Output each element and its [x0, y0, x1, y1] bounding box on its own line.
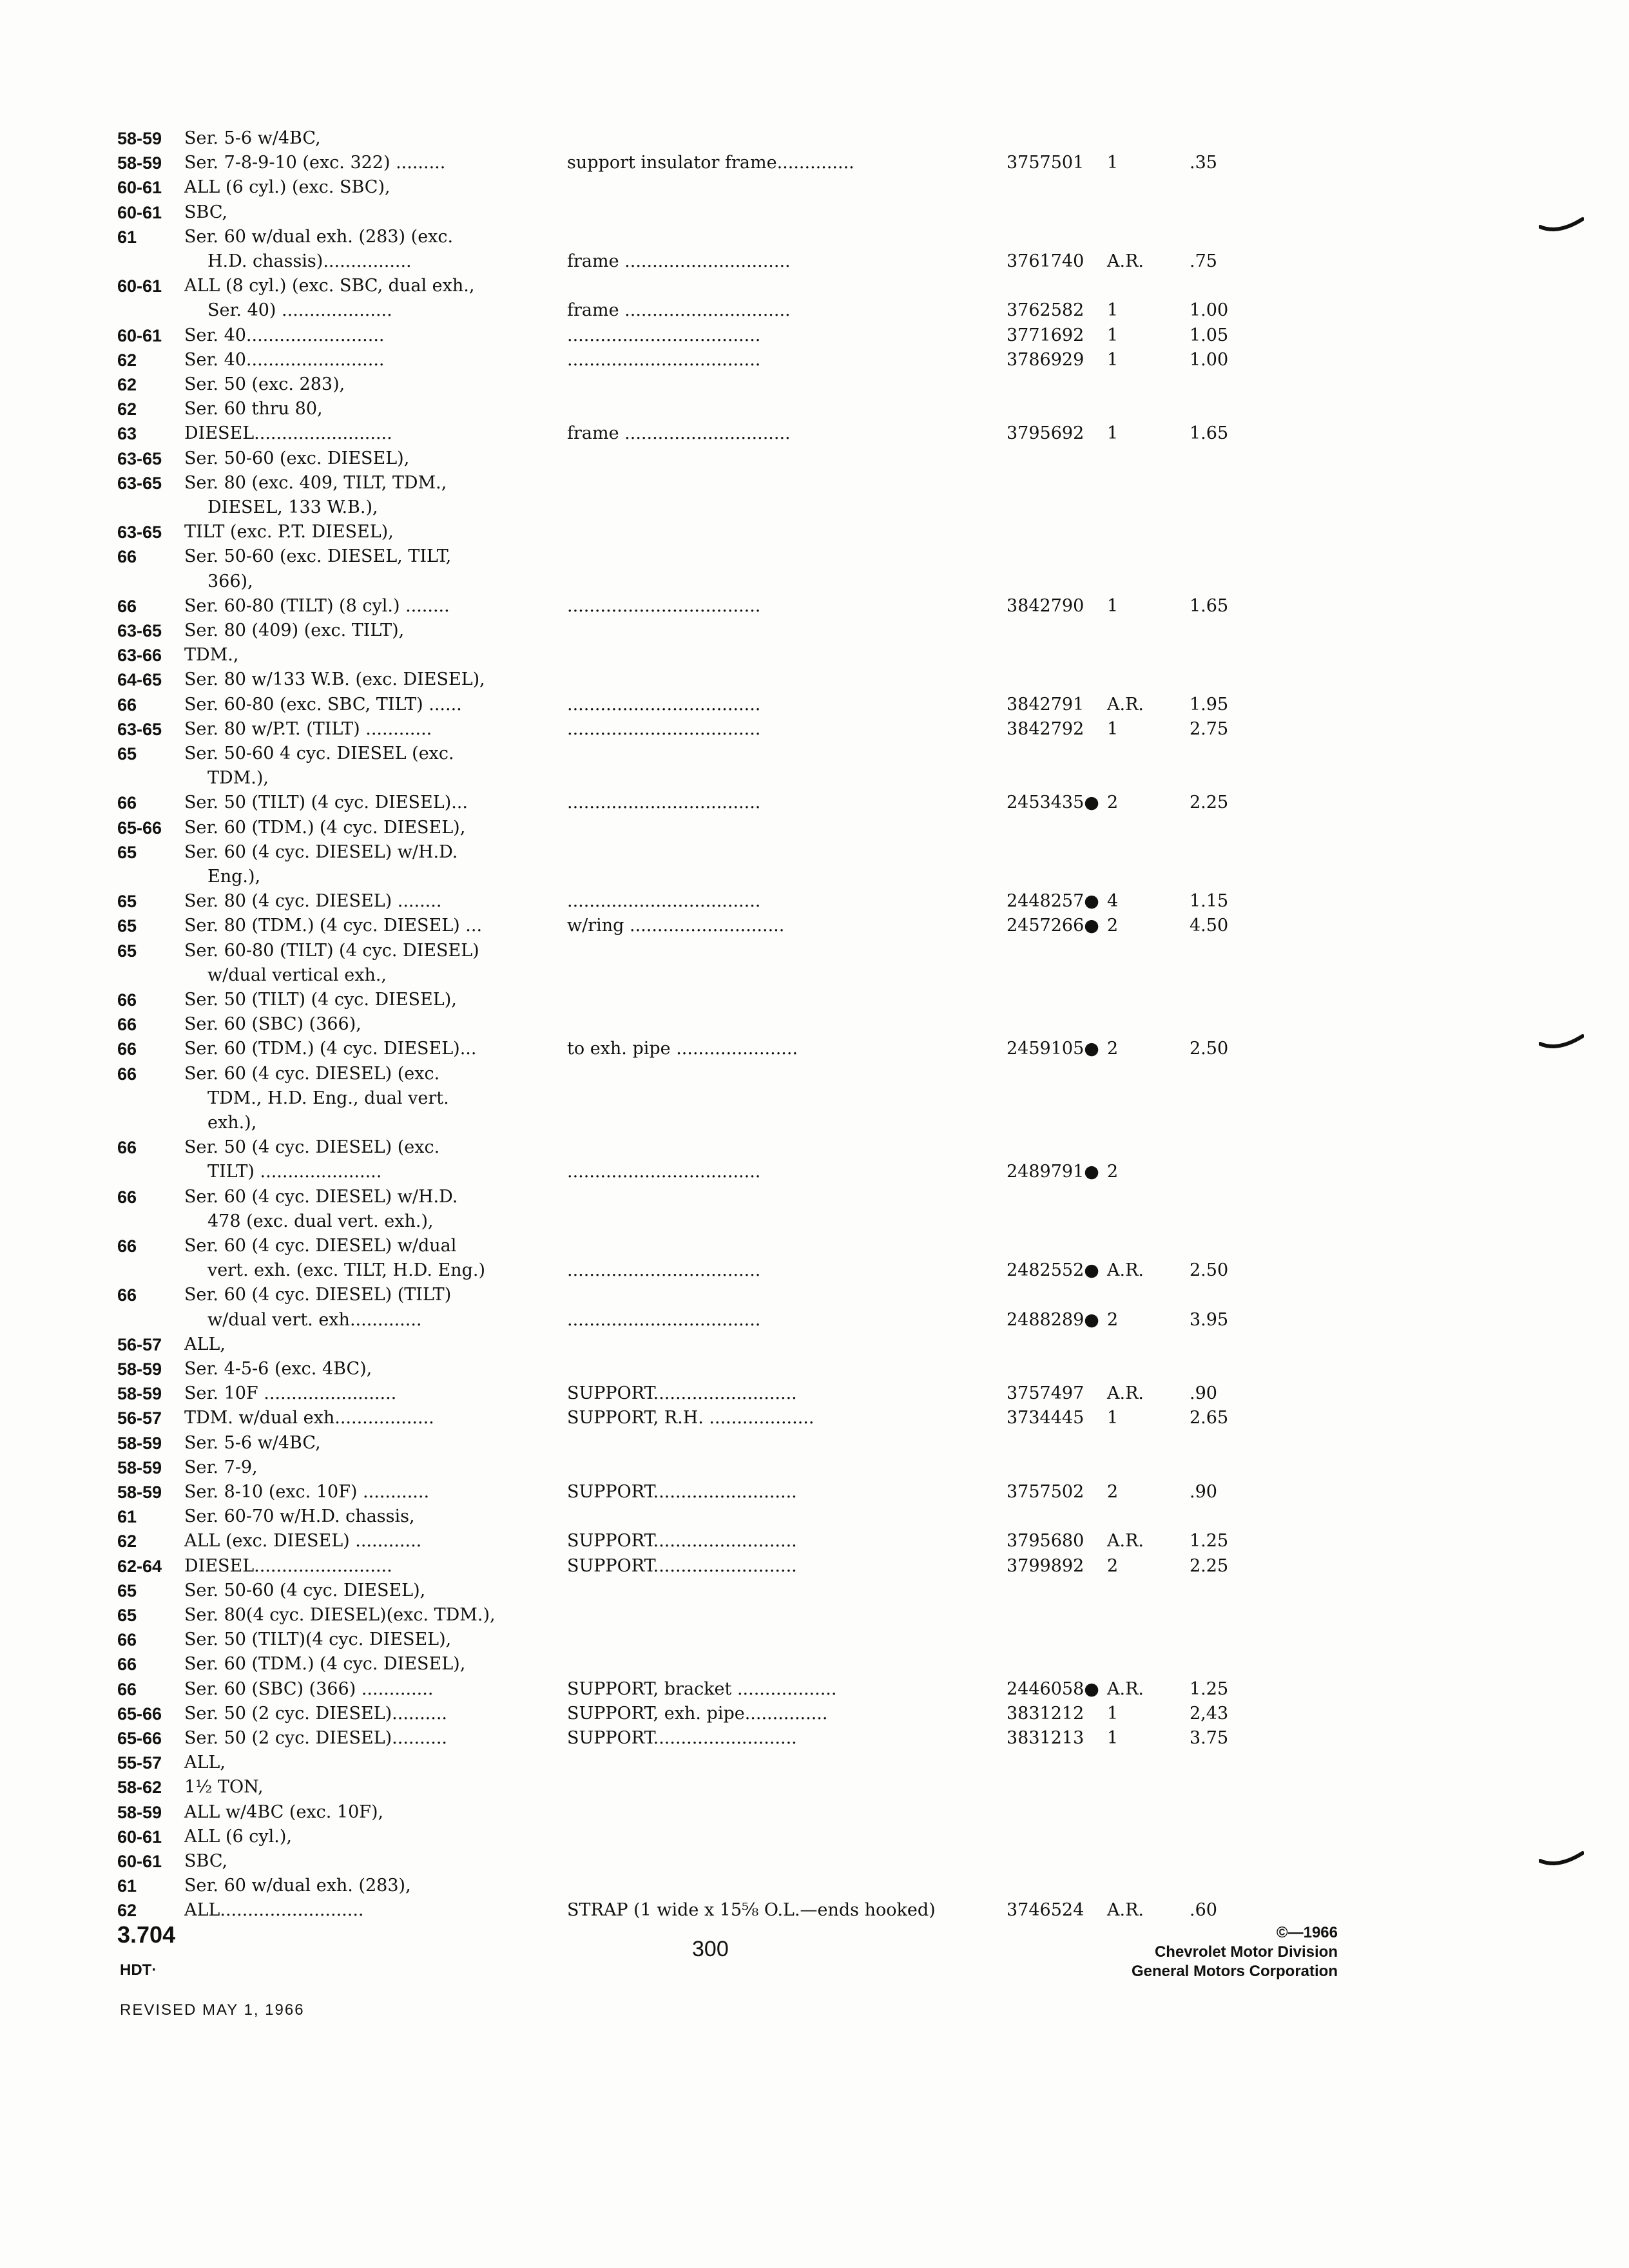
description-cell: ................................... [567, 349, 761, 370]
year-cell: 66 [117, 1138, 137, 1158]
quantity-cell: 1 [1107, 153, 1119, 173]
description-cell: to exh. pipe ...................... [567, 1039, 798, 1059]
model-cell: Ser. 40) .................... [207, 300, 392, 321]
year-cell: 66 [117, 1679, 137, 1699]
part-number-cell: 2482552● [1007, 1260, 1099, 1281]
price-cell: .60 [1190, 1900, 1217, 1921]
year-cell: 60-61 [117, 276, 162, 296]
description-cell: ................................... [567, 1309, 761, 1330]
year-cell: 65 [117, 744, 137, 764]
model-cell: Ser. 60 (4 cyc. DIESEL) w/H.D. [184, 1186, 458, 1207]
part-number-cell: 3757502 [1007, 1482, 1084, 1502]
model-cell: Ser. 40......................... [184, 349, 385, 370]
revised-date: REVISED MAY 1, 1966 [120, 2001, 305, 2019]
model-cell: Ser. 50 (exc. 283), [184, 374, 345, 394]
year-cell: 65 [117, 892, 137, 912]
description-cell: ................................... [567, 891, 761, 912]
price-cell: 2.50 [1190, 1039, 1229, 1059]
year-cell: 63-65 [117, 621, 162, 640]
year-cell: 58-59 [117, 1384, 162, 1404]
model-cell: SBC, [184, 1851, 228, 1871]
quantity-cell: 2 [1107, 916, 1119, 936]
part-number-cell: 2457266● [1007, 916, 1099, 936]
price-cell: 2.50 [1190, 1260, 1229, 1281]
page-number: 300 [692, 1937, 729, 1961]
model-cell: Ser. 80 (409) (exc. TILT), [184, 620, 405, 640]
description-cell: SUPPORT, R.H. ................... [567, 1408, 815, 1428]
part-number-cell: 3842790 [1007, 595, 1084, 616]
model-cell: Ser. 50 (TILT) (4 cyc. DIESEL), [184, 990, 457, 1010]
part-number-cell: 3795680 [1007, 1531, 1084, 1552]
model-cell: TDM., H.D. Eng., dual vert. [207, 1088, 449, 1108]
model-cell: Ser. 60 w/dual exh. (283) (exc. [184, 226, 454, 247]
copyright: ©—1966 [1276, 1924, 1338, 1941]
quantity-cell: A.R. [1107, 694, 1144, 715]
description-cell: SUPPORT.......................... [567, 1531, 797, 1552]
model-cell: Ser. 60-80 (exc. SBC, TILT) ...... [184, 694, 462, 715]
year-cell: 56-57 [117, 1408, 162, 1428]
year-cell: 65 [117, 1581, 137, 1600]
price-cell: .75 [1190, 251, 1217, 271]
quantity-cell: A.R. [1107, 1531, 1144, 1552]
part-number-cell: 3757497 [1007, 1383, 1084, 1404]
model-cell: Ser. 60 (4 cyc. DIESEL) (TILT) [184, 1285, 452, 1305]
quantity-cell: A.R. [1107, 1383, 1144, 1404]
year-cell: 58-59 [117, 1483, 162, 1502]
part-number-cell: 3795692 [1007, 423, 1084, 444]
description-cell: ................................... [567, 1162, 761, 1182]
model-cell: Ser. 60 thru 80, [184, 399, 323, 419]
part-number-cell: 2489791● [1007, 1162, 1099, 1182]
quantity-cell: 2 [1107, 1162, 1119, 1182]
price-cell: 1.65 [1190, 595, 1229, 616]
quantity-cell: 2 [1107, 1039, 1119, 1059]
model-cell: Ser. 8-10 (exc. 10F) ............ [184, 1482, 430, 1502]
quantity-cell: 1 [1107, 325, 1119, 345]
year-cell: 66 [117, 547, 137, 567]
part-number-cell: 3831213 [1007, 1728, 1084, 1748]
year-cell: 63-65 [117, 473, 162, 493]
price-cell: .90 [1190, 1482, 1217, 1502]
model-cell: DIESEL......................... [184, 1555, 392, 1576]
model-cell: Ser. 60-80 (TILT) (4 cyc. DIESEL) [184, 940, 479, 961]
model-cell: TDM. w/dual exh.................. [184, 1408, 434, 1428]
quantity-cell: 1 [1107, 423, 1119, 444]
price-cell: 1.15 [1190, 891, 1229, 912]
description-cell: SUPPORT, bracket .................. [567, 1678, 837, 1699]
year-cell: 58-59 [117, 129, 162, 148]
quantity-cell: 4 [1107, 891, 1119, 912]
quantity-cell: 1 [1107, 1728, 1119, 1748]
model-cell: vert. exh. (exc. TILT, H.D. Eng.) [207, 1260, 486, 1281]
model-cell: Ser. 4-5-6 (exc. 4BC), [184, 1359, 372, 1379]
model-cell: Ser. 60-80 (TILT) (8 cyl.) ........ [184, 595, 450, 616]
year-cell: 60-61 [117, 202, 162, 222]
quantity-cell: 1 [1107, 1408, 1119, 1428]
model-cell: Ser. 60 (TDM.) (4 cyc. DIESEL), [184, 817, 466, 838]
price-cell: 1.25 [1190, 1531, 1229, 1552]
year-cell: 65 [117, 916, 137, 936]
model-cell: Ser. 7-8-9-10 (exc. 322) ......... [184, 153, 446, 173]
model-cell: Ser. 80 (TDM.) (4 cyc. DIESEL) ... [184, 916, 483, 936]
description-cell: ................................... [567, 325, 761, 345]
model-cell: w/dual vertical exh., [207, 965, 387, 985]
model-cell: 1½ TON, [184, 1777, 264, 1798]
description-cell: w/ring ............................ [567, 916, 785, 936]
corporation-name: General Motors Corporation [1131, 1963, 1338, 1980]
model-cell: Ser. 50 (TILT)(4 cyc. DIESEL), [184, 1629, 452, 1650]
price-cell: 2,43 [1190, 1703, 1229, 1724]
year-cell: 65 [117, 941, 137, 961]
quantity-cell: 2 [1107, 1482, 1119, 1502]
quantity-cell: 1 [1107, 300, 1119, 321]
binder-hole-mark [1539, 1033, 1584, 1053]
section-number: 3.704 [117, 1921, 176, 1948]
year-cell: 62 [117, 375, 137, 394]
part-number-cell: 3757501 [1007, 153, 1084, 173]
part-number-cell: 3842791 [1007, 694, 1084, 715]
part-number-cell: 2459105● [1007, 1039, 1099, 1059]
price-cell: 1.00 [1190, 349, 1229, 370]
description-cell: SUPPORT.......................... [567, 1728, 797, 1748]
price-cell: 4.50 [1190, 916, 1229, 936]
model-cell: TDM., [184, 645, 239, 666]
model-cell: exh.), [207, 1113, 257, 1133]
model-cell: Ser. 50-60 (exc. DIESEL), [184, 448, 410, 468]
model-cell: Ser. 60 (TDM.) (4 cyc. DIESEL), [184, 1654, 466, 1675]
year-cell: 58-59 [117, 1457, 162, 1477]
price-cell: 2.25 [1190, 793, 1229, 813]
part-number-cell: 3842792 [1007, 718, 1084, 739]
quantity-cell: A.R. [1107, 1900, 1144, 1921]
year-cell: 62 [117, 1532, 137, 1552]
year-cell: 60-61 [117, 1827, 162, 1847]
year-cell: 63-65 [117, 523, 162, 543]
model-cell: Ser. 60 (SBC) (366), [184, 1014, 361, 1035]
description-cell: SUPPORT.......................... [567, 1555, 797, 1576]
binder-hole-mark [1539, 216, 1584, 236]
model-cell: Ser. 50 (4 cyc. DIESEL) (exc. [184, 1137, 440, 1158]
model-cell: Ser. 50 (2 cyc. DIESEL).......... [184, 1728, 447, 1748]
model-cell: Ser. 80 w/P.T. (TILT) ............ [184, 718, 432, 739]
model-cell: ALL.......................... [184, 1900, 364, 1921]
quantity-cell: 2 [1107, 1309, 1119, 1330]
quantity-cell: 1 [1107, 349, 1119, 370]
model-cell: Ser. 5-6 w/4BC, [184, 1432, 321, 1453]
model-cell: Ser. 40......................... [184, 325, 385, 345]
model-cell: TDM.), [207, 768, 269, 789]
description-cell: SUPPORT.......................... [567, 1383, 797, 1404]
description-cell: ................................... [567, 694, 761, 715]
part-number-cell: 2448257● [1007, 891, 1099, 912]
year-cell: 60-61 [117, 178, 162, 198]
model-cell: Ser. 60 (4 cyc. DIESEL) (exc. [184, 1063, 440, 1084]
year-cell: 60-61 [117, 325, 162, 345]
model-cell: Ser. 60 w/dual exh. (283), [184, 1876, 411, 1896]
model-cell: ALL (6 cyl.) (exc. SBC), [184, 177, 390, 198]
part-number-cell: 3799892 [1007, 1555, 1084, 1576]
model-cell: ALL (6 cyl.), [184, 1826, 292, 1847]
year-cell: 65-66 [117, 1729, 162, 1748]
quantity-cell: 1 [1107, 595, 1119, 616]
part-number-cell: 2453435● [1007, 793, 1099, 813]
part-number-cell: 3761740 [1007, 251, 1084, 271]
description-cell: support insulator frame.............. [567, 153, 854, 173]
year-cell: 65-66 [117, 1704, 162, 1724]
description-cell: SUPPORT, exh. pipe............... [567, 1703, 828, 1724]
model-cell: Ser. 10F ........................ [184, 1383, 397, 1404]
year-cell: 58-59 [117, 1433, 162, 1453]
quantity-cell: 1 [1107, 1703, 1119, 1724]
year-cell: 62-64 [117, 1556, 162, 1576]
year-cell: 61 [117, 1876, 137, 1896]
quantity-cell: A.R. [1107, 1260, 1144, 1281]
year-cell: 58-59 [117, 1802, 162, 1822]
description-cell: ................................... [567, 718, 761, 739]
quantity-cell: 2 [1107, 1555, 1119, 1576]
model-cell: DIESEL, 133 W.B.), [207, 497, 378, 517]
year-cell: 66 [117, 1285, 137, 1305]
model-cell: ALL w/4BC (exc. 10F), [184, 1802, 384, 1822]
hdt-label: HDT· [120, 1961, 157, 1979]
year-cell: 58-62 [117, 1778, 162, 1798]
part-number-cell: 3831212 [1007, 1703, 1084, 1724]
price-cell: .90 [1190, 1383, 1217, 1404]
part-number-cell: 3771692 [1007, 325, 1084, 345]
year-cell: 60-61 [117, 1852, 162, 1871]
year-cell: 66 [117, 596, 137, 616]
year-cell: 61 [117, 1507, 137, 1527]
quantity-cell: A.R. [1107, 1678, 1144, 1699]
part-number-cell: 3786929 [1007, 349, 1084, 370]
year-cell: 66 [117, 1187, 137, 1207]
year-cell: 66 [117, 1039, 137, 1059]
price-cell: 2.75 [1190, 718, 1229, 739]
price-cell: 3.75 [1190, 1728, 1229, 1748]
model-cell: Eng.), [207, 867, 261, 887]
price-cell: 2.65 [1190, 1408, 1229, 1428]
price-cell: 2.25 [1190, 1555, 1229, 1576]
year-cell: 62 [117, 1901, 137, 1921]
year-cell: 62 [117, 399, 137, 419]
description-cell: ................................... [567, 793, 761, 813]
model-cell: ALL, [184, 1334, 226, 1354]
description-cell: frame .............................. [567, 300, 791, 321]
model-cell: Ser. 50 (TILT) (4 cyc. DIESEL)... [184, 793, 468, 813]
model-cell: Ser. 60 (SBC) (366) ............. [184, 1678, 434, 1699]
model-cell: Ser. 60-70 w/H.D. chassis, [184, 1506, 415, 1527]
year-cell: 66 [117, 1236, 137, 1256]
model-cell: 478 (exc. dual vert. exh.), [207, 1211, 434, 1231]
year-cell: 63-65 [117, 448, 162, 468]
model-cell: SBC, [184, 202, 228, 222]
part-number-cell: 2446058● [1007, 1678, 1099, 1699]
part-number-cell: 3734445 [1007, 1408, 1084, 1428]
model-cell: H.D. chassis)................ [207, 251, 412, 271]
price-cell: 1.65 [1190, 423, 1229, 444]
model-cell: Ser. 50-60 4 cyc. DIESEL (exc. [184, 744, 454, 764]
description-cell: STRAP (1 wide x 15⅝ O.L.—ends hooked) [567, 1900, 936, 1921]
model-cell: w/dual vert. exh............. [207, 1309, 422, 1330]
model-cell: ALL, [184, 1753, 226, 1773]
price-cell: .35 [1190, 153, 1217, 173]
model-cell: Ser. 7-9, [184, 1457, 258, 1477]
model-cell: Ser. 60 (4 cyc. DIESEL) w/H.D. [184, 841, 458, 862]
year-cell: 65-66 [117, 818, 162, 838]
part-number-cell: 3762582 [1007, 300, 1084, 321]
division-name: Chevrolet Motor Division [1154, 1943, 1338, 1961]
model-cell: ALL (8 cyl.) (exc. SBC, dual exh., [184, 276, 475, 296]
year-cell: 66 [117, 1064, 137, 1084]
model-cell: 366), [207, 571, 253, 591]
year-cell: 65 [117, 842, 137, 862]
model-cell: Ser. 80 (exc. 409, TILT, TDM., [184, 472, 447, 493]
price-cell: 3.95 [1190, 1309, 1229, 1330]
year-cell: 66 [117, 695, 137, 715]
model-cell: Ser. 50-60 (exc. DIESEL, TILT, [184, 546, 452, 567]
year-cell: 63 [117, 424, 137, 444]
quantity-cell: 2 [1107, 793, 1119, 813]
model-cell: Ser. 50 (2 cyc. DIESEL).......... [184, 1703, 447, 1724]
year-cell: 61 [117, 227, 137, 247]
year-cell: 58-59 [117, 153, 162, 173]
year-cell: 66 [117, 1655, 137, 1675]
year-cell: 55-57 [117, 1753, 162, 1773]
year-cell: 63-65 [117, 719, 162, 739]
model-cell: Ser. 80 (4 cyc. DIESEL) ........ [184, 891, 442, 912]
description-cell: SUPPORT.......................... [567, 1482, 797, 1502]
year-cell: 64-65 [117, 670, 162, 690]
model-cell: TILT) ...................... [207, 1162, 382, 1182]
model-cell: DIESEL......................... [184, 423, 392, 444]
price-cell: 1.95 [1190, 694, 1229, 715]
year-cell: 65 [117, 1606, 137, 1625]
year-cell: 62 [117, 350, 137, 370]
part-number-cell: 2488289● [1007, 1309, 1099, 1330]
part-number-cell: 3746524 [1007, 1900, 1084, 1921]
model-cell: ALL (exc. DIESEL) ............ [184, 1531, 422, 1552]
model-cell: Ser. 80 w/133 W.B. (exc. DIESEL), [184, 669, 485, 690]
description-cell: frame .............................. [567, 423, 791, 444]
description-cell: frame .............................. [567, 251, 791, 271]
year-cell: 63-66 [117, 646, 162, 666]
description-cell: ................................... [567, 595, 761, 616]
year-cell: 58-59 [117, 1360, 162, 1379]
year-cell: 66 [117, 793, 137, 813]
model-cell: Ser. 80(4 cyc. DIESEL)(exc. TDM.), [184, 1605, 496, 1625]
description-cell: ................................... [567, 1260, 761, 1281]
model-cell: Ser. 50-60 (4 cyc. DIESEL), [184, 1580, 426, 1600]
year-cell: 66 [117, 1630, 137, 1650]
quantity-cell: 1 [1107, 718, 1119, 739]
year-cell: 66 [117, 990, 137, 1010]
price-cell: 1.05 [1190, 325, 1229, 345]
price-cell: 1.25 [1190, 1678, 1229, 1699]
binder-hole-mark [1539, 1850, 1584, 1870]
price-cell: 1.00 [1190, 300, 1229, 321]
year-cell: 56-57 [117, 1334, 162, 1354]
model-cell: Ser. 60 (TDM.) (4 cyc. DIESEL)... [184, 1039, 477, 1059]
year-cell: 66 [117, 1015, 137, 1035]
quantity-cell: A.R. [1107, 251, 1144, 271]
model-cell: Ser. 5-6 w/4BC, [184, 128, 321, 148]
model-cell: Ser. 60 (4 cyc. DIESEL) w/dual [184, 1236, 457, 1256]
model-cell: TILT (exc. P.T. DIESEL), [184, 522, 394, 543]
